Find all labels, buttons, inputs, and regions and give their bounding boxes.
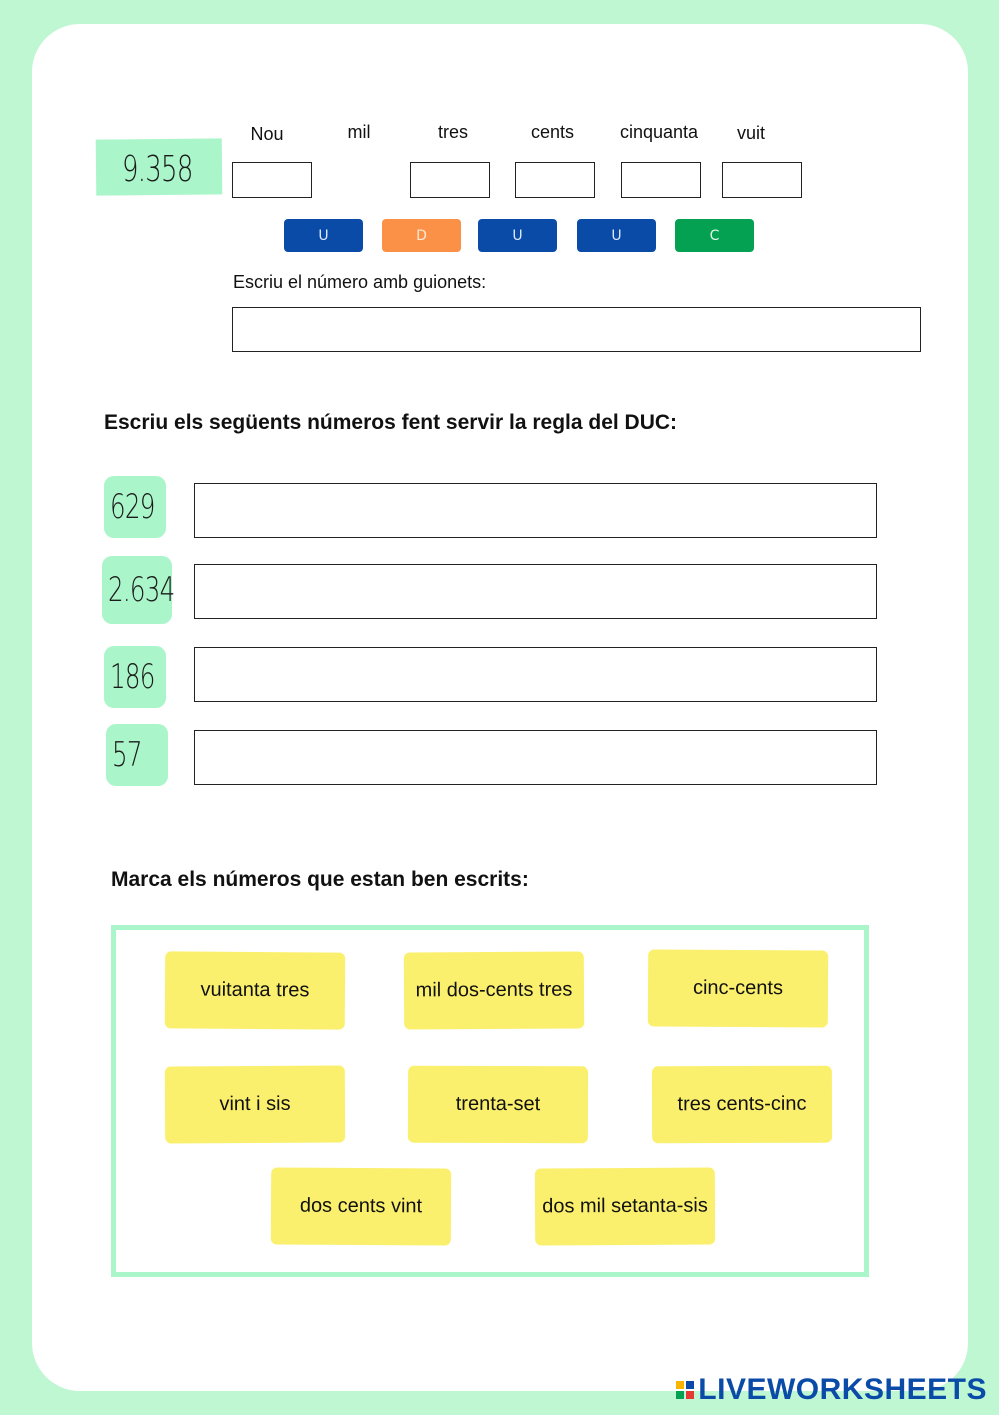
duc-answer-input[interactable]: [194, 564, 877, 619]
drag-chip-u[interactable]: U: [478, 219, 557, 252]
mark-heading: Marca els números que estan ben escrits:: [111, 868, 529, 891]
number-186: 186: [110, 657, 155, 697]
number-629: 629: [110, 487, 155, 527]
number-57: 57: [112, 735, 142, 775]
number-tag: [104, 476, 166, 538]
option-sticker[interactable]: dos mil setanta-sis: [535, 1168, 715, 1246]
option-sticker[interactable]: trenta-set: [408, 1066, 588, 1144]
option-sticker[interactable]: cinc-cents: [648, 950, 828, 1028]
word-nou: Nou: [250, 124, 284, 144]
logo-text: LIVEWORKSHEETS: [698, 1373, 987, 1406]
word-cents: cents: [530, 122, 575, 142]
answer-box-tres[interactable]: [410, 162, 490, 198]
option-sticker[interactable]: vuitanta tres: [165, 951, 346, 1029]
number-tag: [104, 646, 166, 708]
number-2634: 2.634: [108, 570, 175, 610]
answer-box-cents[interactable]: [515, 162, 595, 198]
answer-box-nou[interactable]: [232, 162, 312, 198]
number-9358: 9.358: [122, 149, 193, 190]
duc-heading: Escriu els següents números fent servir la regla del DUC:: [104, 411, 678, 434]
option-sticker[interactable]: tres cents-cinc: [652, 1066, 832, 1144]
duc-answer-input[interactable]: [194, 730, 877, 785]
duc-answer-input[interactable]: [194, 647, 877, 702]
liveworksheets-logo: [676, 1373, 987, 1407]
option-sticker[interactable]: mil dos-cents tres: [404, 952, 584, 1030]
option-sticker[interactable]: dos cents vint: [271, 1168, 451, 1246]
liveworksheets-logo-icon: [676, 1381, 694, 1399]
hyphen-answer-input[interactable]: [232, 307, 921, 352]
word-mil: mil: [347, 122, 371, 142]
option-sticker[interactable]: vint i sis: [165, 1066, 345, 1144]
answer-box-cinquanta[interactable]: [621, 162, 701, 198]
drag-chip-u[interactable]: U: [284, 219, 363, 252]
number-tag: [106, 724, 168, 786]
hyphen-prompt: Escriu el número amb guionets:: [233, 272, 487, 292]
number-tag: [102, 556, 175, 624]
duc-answer-input[interactable]: [194, 483, 877, 538]
drag-chip-u[interactable]: U: [577, 219, 656, 252]
answer-box-vuit[interactable]: [722, 162, 802, 198]
word-cinquanta: cinquanta: [619, 122, 699, 142]
drag-chip-c[interactable]: C: [675, 219, 754, 252]
drag-chip-d[interactable]: D: [382, 219, 461, 252]
word-vuit: vuit: [736, 123, 765, 143]
word-tres: tres: [437, 122, 468, 142]
